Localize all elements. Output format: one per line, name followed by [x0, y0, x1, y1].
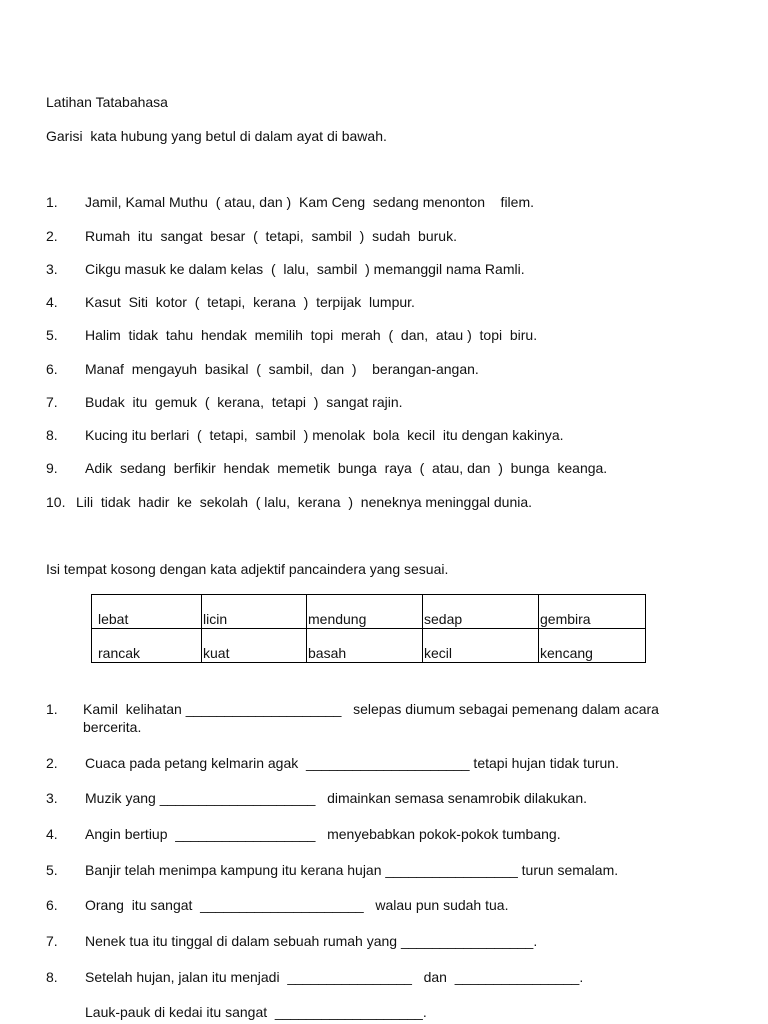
item-text: Banjir telah menimpa kampung itu kerana hujan _________________ turun semalam. [85, 862, 619, 878]
item-text: Cikgu masuk ke dalam kelas ( lalu, sambil ) memanggil nama Ramli. [85, 261, 525, 277]
item-number: 9. [46, 460, 58, 476]
item-text: Manaf mengayuh basikal ( sambil, dan ) berangan-angan. [85, 361, 479, 377]
table-cell: kencang [539, 629, 646, 663]
section2-instruction: Isi tempat kosong dengan kata adjektif pancaindera yang sesuai. [46, 561, 449, 577]
item-number: 2. [46, 228, 58, 244]
table-cell: mendung [307, 595, 423, 629]
table-cell: kuat [202, 629, 307, 663]
item-text: Halim tidak tahu hendak memilih topi merah ( dan, atau ) topi biru. [85, 327, 538, 343]
item-number: 3. [46, 790, 58, 806]
word-bank-table [91, 594, 646, 663]
item-number: 7. [46, 933, 58, 949]
item-text: Nenek tua itu tinggal di dalam sebuah rumah yang _________________. [85, 933, 538, 949]
item-number: 6. [46, 361, 58, 377]
item-text: Kasut Siti kotor ( tetapi, kerana ) terpijak lumpur. [85, 294, 415, 310]
item-number: 3. [46, 261, 58, 277]
item-text: Jamil, Kamal Muthu ( atau, dan ) Kam Ceng sedang menonton filem. [85, 194, 534, 210]
item-text: Budak itu gemuk ( kerana, tetapi ) sangat rajin. [85, 394, 403, 410]
item-number: 8. [46, 969, 58, 985]
item-text: Setelah hujan, jalan itu menjadi ________________ dan ________________. [85, 969, 584, 985]
table-cell: gembira [539, 595, 646, 629]
table-cell: sedap [423, 595, 539, 629]
item-text-continued: bercerita. [83, 719, 142, 735]
item-text: Orang itu sangat _____________________ walau pun sudah tua. [85, 897, 509, 913]
table-cell: licin [202, 595, 307, 629]
item-number: 4. [46, 826, 58, 842]
item-number: 7. [46, 394, 58, 410]
table-row [92, 595, 646, 629]
item-number: 10. [46, 494, 66, 510]
item-number: 6. [46, 897, 58, 913]
item-text: Lauk-pauk di kedai itu sangat ___________________. [85, 1004, 427, 1020]
item-text: Cuaca pada petang kelmarin agak _____________________ tetapi hujan tidak turun. [85, 755, 619, 771]
table-cell: basah [307, 629, 423, 663]
table-cell: rancak [92, 629, 202, 663]
item-text: Angin bertiup __________________ menyebabkan pokok-pokok tumbang. [85, 826, 561, 842]
table-cell: lebat [92, 595, 202, 629]
item-text: Kamil kelihatan ____________________ selepas diumum sebagai pemenang dalam acara [83, 701, 659, 717]
item-text: Rumah itu sangat besar ( tetapi, sambil ) sudah buruk. [85, 228, 457, 244]
item-number: 5. [46, 862, 58, 878]
item-text: Adik sedang berfikir hendak memetik bunga raya ( atau, dan ) bunga keanga. [85, 460, 608, 476]
table-row [92, 629, 646, 663]
item-number: 8. [46, 427, 58, 443]
item-text: Muzik yang ____________________ dimainkan semasa senamrobik dilakukan. [85, 790, 587, 806]
section1-instruction: Garisi kata hubung yang betul di dalam ayat di bawah. [46, 128, 387, 144]
item-number: 5. [46, 327, 58, 343]
item-number: 4. [46, 294, 58, 310]
item-text: Kucing itu berlari ( tetapi, sambil ) menolak bola kecil itu dengan kakinya. [85, 427, 564, 443]
table-cell: kecil [423, 629, 539, 663]
worksheet-title: Latihan Tatabahasa [46, 94, 168, 110]
item-number: 1. [46, 194, 58, 210]
item-text: Lili tidak hadir ke sekolah ( lalu, kerana ) neneknya meninggal dunia. [76, 494, 533, 510]
item-number: 2. [46, 755, 58, 771]
item-number: 1. [46, 701, 58, 717]
